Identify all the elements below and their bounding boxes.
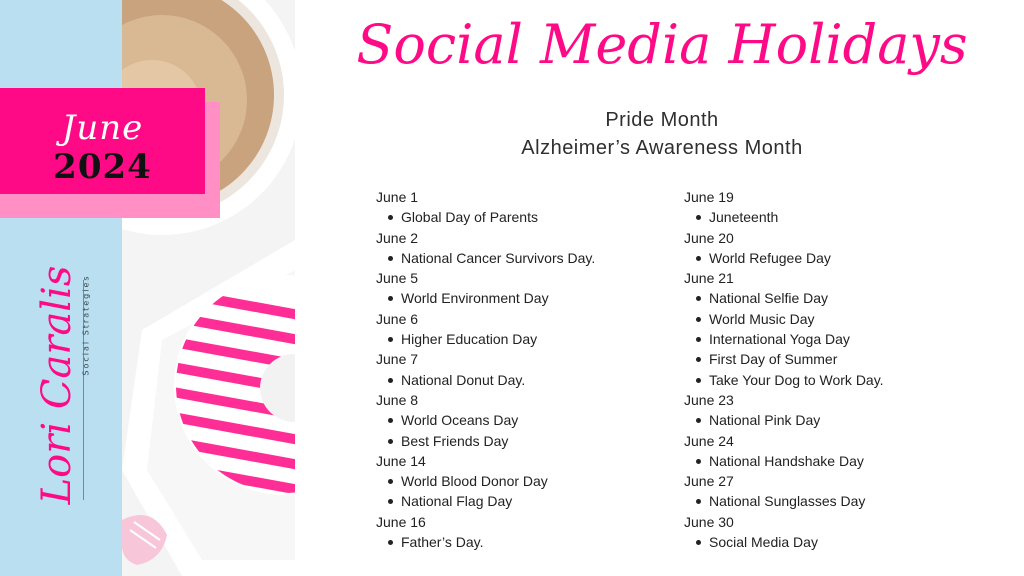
holiday-date: June 30 bbox=[684, 513, 734, 530]
holiday-date: June 24 bbox=[684, 432, 734, 449]
holiday-date: June 16 bbox=[376, 513, 426, 530]
holiday-date: June 27 bbox=[684, 473, 734, 490]
holiday-event: National Flag Day bbox=[376, 491, 666, 511]
holiday-date: June 23 bbox=[684, 391, 734, 408]
holiday-date: June 5 bbox=[376, 270, 419, 287]
holiday-event: World Oceans Day bbox=[376, 410, 666, 430]
holiday-date: June 14 bbox=[376, 452, 426, 469]
date-badge bbox=[0, 88, 205, 194]
holiday-event: National Sunglasses Day bbox=[684, 491, 984, 511]
brand-tagline: Social Strategies bbox=[81, 274, 91, 376]
observance-pride: Pride Month bbox=[605, 109, 719, 131]
holiday-event: First Day of Summer bbox=[684, 349, 984, 369]
holiday-date: June 1 bbox=[376, 189, 419, 205]
brand-tagline-wrap bbox=[81, 274, 91, 376]
holiday-event: Juneteenth bbox=[684, 207, 984, 227]
holiday-event: Best Friends Day bbox=[376, 431, 666, 451]
holiday-event: Higher Education Day bbox=[376, 329, 666, 349]
holiday-event: Take Your Dog to Work Day. bbox=[684, 370, 984, 390]
holiday-event: Father’s Day. bbox=[376, 532, 666, 552]
holiday-event: National Handshake Day bbox=[684, 451, 984, 471]
holiday-date: June 7 bbox=[376, 351, 419, 368]
holiday-event: National Donut Day. bbox=[376, 370, 666, 390]
badge-month: June bbox=[61, 108, 144, 148]
observance-alzheimers: Alzheimer’s Awareness Month bbox=[521, 137, 803, 159]
page-title: Social Media Holidays bbox=[356, 13, 968, 76]
photo-illustration bbox=[122, 0, 295, 576]
holiday-event: National Pink Day bbox=[684, 410, 984, 430]
holiday-event: International Yoga Day bbox=[684, 329, 984, 349]
badge-year: 2024 bbox=[53, 147, 152, 187]
brand-name: Lori Caralis bbox=[34, 265, 80, 505]
holiday-event: Social Media Day bbox=[684, 532, 984, 552]
holiday-event: Global Day of Parents bbox=[376, 207, 666, 227]
holiday-date: June 19 bbox=[684, 189, 734, 205]
holiday-event: World Environment Day bbox=[376, 288, 666, 308]
coffee-donut-photo bbox=[122, 0, 295, 576]
holiday-event: National Cancer Survivors Day. bbox=[376, 248, 666, 268]
holiday-date: June 2 bbox=[376, 229, 419, 246]
holiday-date: June 20 bbox=[684, 229, 734, 246]
holiday-event: World Refugee Day bbox=[684, 248, 984, 268]
holiday-column-right bbox=[684, 187, 984, 552]
holiday-date: June 21 bbox=[684, 270, 734, 287]
holiday-column-left bbox=[376, 187, 666, 552]
holiday-event: World Blood Donor Day bbox=[376, 471, 666, 491]
holiday-event: National Selfie Day bbox=[684, 288, 984, 308]
holiday-date: June 8 bbox=[376, 391, 419, 408]
holiday-event: World Music Day bbox=[684, 309, 984, 329]
holiday-date: June 6 bbox=[376, 310, 419, 327]
